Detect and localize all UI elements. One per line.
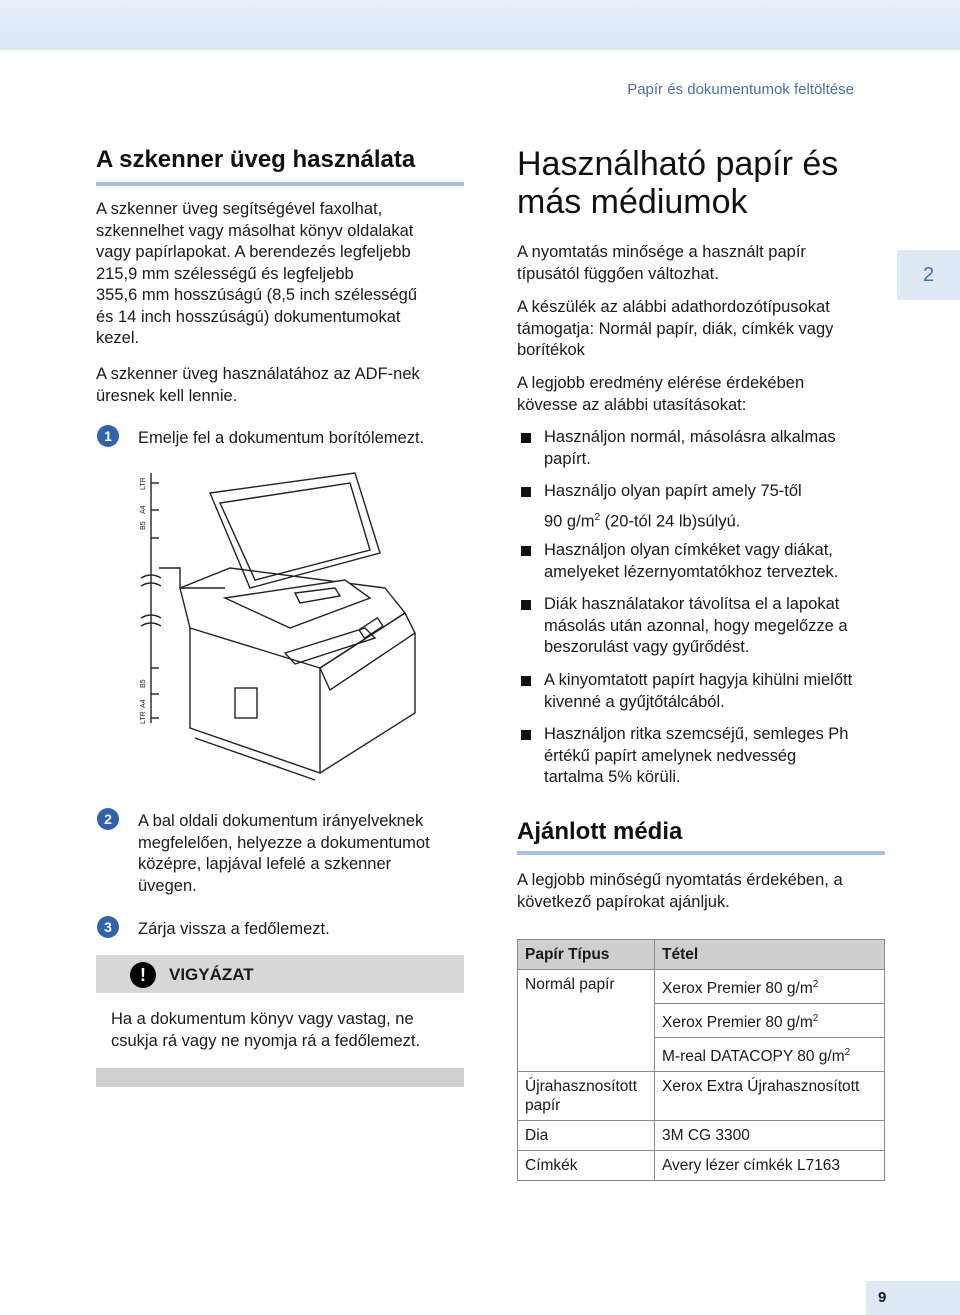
table-row xyxy=(518,1121,885,1151)
bullet-item xyxy=(544,670,894,713)
media-p2-line: A készülék az alábbi adathordozótípusokat xyxy=(517,298,830,316)
step-2-line: megfelelően, helyezze a dokumentumot xyxy=(138,833,430,852)
media-p2-line: borítékok xyxy=(517,341,585,359)
recommended-line: következő papírokat ajánljuk. xyxy=(517,892,730,911)
cell-type: Normál papír xyxy=(518,970,655,1004)
step-number-2: 2 xyxy=(97,808,119,830)
bullet-line: Diák használatakor távolítsa el a lapokat xyxy=(544,595,840,613)
top-bar xyxy=(0,0,960,50)
media-title-line: más médiumok xyxy=(517,183,748,221)
bullet-line-weight xyxy=(544,507,894,533)
cell-type xyxy=(518,1038,655,1072)
table-row xyxy=(518,1038,885,1072)
page-number: 9 xyxy=(866,1281,960,1315)
intro-line: szkennelhet vagy másolhat könyv oldalakat xyxy=(96,221,414,240)
superscript: 2 xyxy=(812,1013,819,1025)
recommended-paragraph xyxy=(517,870,897,913)
cell-item: 3M CG 3300 xyxy=(655,1121,885,1151)
bullet-item xyxy=(544,724,894,789)
bullet-line: papírt. xyxy=(544,449,591,468)
intro-line: 215,9 mm szélességű és legfeljebb xyxy=(96,264,354,283)
bullet-line: Használjon normál, másolásra alkalmas xyxy=(544,428,836,446)
media-p2 xyxy=(517,297,887,362)
intro-line: A szkenner üveg segítségével faxolhat, xyxy=(96,200,383,218)
caution-line: csukja rá vagy ne nyomja rá a fedőlemezt. xyxy=(111,1031,421,1050)
media-p2-line: támogatja: Normál papír, diák, címkék vagy xyxy=(517,319,834,338)
adf-line: A szkenner üveg használatához az ADF-nek xyxy=(96,365,420,383)
header-cell-item: Tétel xyxy=(655,940,885,970)
step-2-line: A bal oldali dokumentum irányelveknek xyxy=(138,812,424,830)
caution-line: Ha a dokumentum könyv vagy vastag, ne xyxy=(111,1010,414,1028)
weight-text-rest: (20-tól 24 lb)súlyú. xyxy=(600,512,741,530)
section-rule xyxy=(96,182,464,186)
step-number-1: 1 xyxy=(97,425,119,447)
bullet-line: amelyeket lézernyomtatókhoz terveztek. xyxy=(544,562,839,581)
intro-line: 355,6 mm hosszúságú (8,5 inch szélességű xyxy=(96,286,418,304)
chapter-tab: 2 xyxy=(897,250,960,300)
cell-item xyxy=(655,970,885,1004)
item-text: M-real DATACOPY 80 g/m xyxy=(662,1048,845,1066)
adf-note xyxy=(96,364,476,407)
bullet-line: A kinyomtatott papírt hagyja kihülni mielőtt xyxy=(544,671,853,689)
table-row xyxy=(518,970,885,1004)
bullet-line: másolás után azonnal, hogy megelőzze a xyxy=(544,616,848,635)
bullet-marker xyxy=(521,676,531,686)
section-title-recommended-media: Ajánlott média xyxy=(517,818,683,845)
superscript: 2 xyxy=(594,511,601,523)
cell-type: Újrahasznosított papír xyxy=(518,1072,655,1121)
cell-item xyxy=(655,1038,885,1072)
intro-line: vagy papírlapokat. A berendezés legfeljebb xyxy=(96,243,411,261)
bullet-line: Használjon olyan címkéket vagy diákat, xyxy=(544,541,833,559)
bullet-item xyxy=(544,594,894,659)
cell-item xyxy=(655,1004,885,1038)
adf-line: üresnek kell lennie. xyxy=(96,386,238,405)
media-p3-line: A legjobb eredmény elérése érdekében xyxy=(517,374,805,392)
item-text: Xerox Premier 80 g/m xyxy=(662,980,813,998)
bullet-marker xyxy=(521,433,531,443)
bullet-item xyxy=(544,540,894,583)
table-row xyxy=(518,1072,885,1121)
cell-type: Dia xyxy=(518,1121,655,1151)
bullet-marker xyxy=(521,546,531,556)
item-text: Xerox Premier 80 g/m xyxy=(662,1014,813,1032)
step-2-line: középre, lapjával lefelé a szkenner xyxy=(138,855,392,873)
superscript: 2 xyxy=(812,979,819,990)
bullet-line: Használjo olyan papírt amely 75-től xyxy=(544,482,802,500)
intro-line: és 14 inch hosszúságú) dokumentumokat xyxy=(96,307,401,326)
intro-paragraph xyxy=(96,199,476,350)
caution-label: VIGYÁZAT xyxy=(169,965,254,984)
bullet-line: kivenné a gyűjtőtálcából. xyxy=(544,692,725,711)
table-row xyxy=(518,1004,885,1038)
media-p1-line: A nyomtatás minősége a használt papír xyxy=(517,243,806,261)
guide-label-a4-top: A4 xyxy=(140,505,147,514)
media-title xyxy=(517,145,877,221)
bullet-line: tartalma 5% körüli. xyxy=(544,768,681,786)
step-2-line: üvegen. xyxy=(138,876,197,895)
intro-line: kezel. xyxy=(96,329,140,347)
weight-text: 90 g/m xyxy=(544,512,595,530)
bullet-line: értékű papírt amelynek nedvesség xyxy=(544,746,797,765)
guide-label-a4-bottom: A4 xyxy=(140,699,147,708)
caution-text xyxy=(111,1009,471,1052)
step-1-text: Emelje fel a dokumentum borítólemezt. xyxy=(138,429,425,447)
table-header-row xyxy=(518,940,885,970)
guide-label-ltr-top: LTR xyxy=(140,477,147,490)
bullet-marker xyxy=(521,487,531,497)
warning-icon: ! xyxy=(130,962,156,988)
header-cell-type: Papír Típus xyxy=(518,940,655,970)
media-p3-line: kövesse az alábbi utasításokat: xyxy=(517,395,747,414)
section-title-scanner-glass: A szkenner üveg használata xyxy=(96,146,416,173)
bullet-line: beszorulást vagy gyűrődést. xyxy=(544,638,750,656)
step-2-text xyxy=(138,811,478,897)
guide-label-b5-bottom: B5 xyxy=(140,679,147,688)
guide-label-b5-top: B5 xyxy=(140,521,147,530)
caution-bottom-bar xyxy=(96,1068,464,1087)
cell-type xyxy=(518,1004,655,1038)
media-title-line: Használható papír és xyxy=(517,145,839,183)
bullet-marker xyxy=(521,730,531,740)
media-p1-line: típusától függően változhat. xyxy=(517,264,719,283)
scanner-illustration xyxy=(135,468,445,788)
bullet-item xyxy=(544,427,894,470)
media-p1 xyxy=(517,242,887,285)
section-rule xyxy=(517,851,885,855)
superscript: 2 xyxy=(844,1047,851,1059)
bullet-marker xyxy=(521,600,531,610)
recommended-line: A legjobb minőségű nyomtatás érdekében, a xyxy=(517,871,843,889)
media-table xyxy=(517,939,885,1181)
cell-item: Xerox Extra Újrahasznosított xyxy=(655,1072,885,1121)
running-head: Papír és dokumentumok feltöltése xyxy=(627,81,854,98)
bullet-line: Használjon ritka szemcséjű, semleges Ph xyxy=(544,725,849,743)
cell-type: Címkék xyxy=(518,1151,655,1181)
media-p3 xyxy=(517,373,887,416)
bullet-item xyxy=(544,481,894,533)
cell-item: Avery lézer címkék L7163 xyxy=(655,1151,885,1181)
table-row xyxy=(518,1151,885,1181)
step-number-3: 3 xyxy=(97,916,119,938)
guide-label-ltr-bottom: LTR xyxy=(140,711,147,724)
step-3-text: Zárja vissza a fedőlemezt. xyxy=(138,920,330,938)
